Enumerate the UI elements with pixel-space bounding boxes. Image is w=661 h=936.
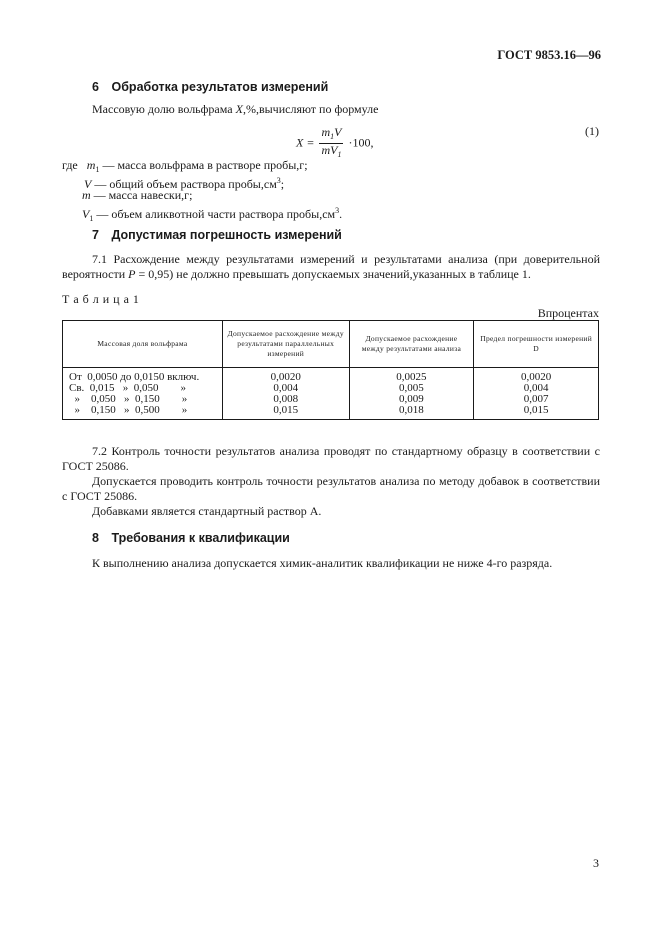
paragraph-8-1: К выполнению анализа допускается химик-аналитик квалификации не ниже 4-го разряда. [92,556,553,570]
legend-row: $V_1$ — объем аликвотной части раствора $пробы,см^3$. [82,206,343,223]
section-8-heading [92,531,290,546]
section-7-number: 7 [92,228,99,242]
table-cell: 0,004 [273,382,299,394]
formula-number: (1) [585,124,599,138]
paragraph-7-2: 7.2 Контроль точности результатов анализа проводят по стандартному образцу в соответствии с ГОСТ 25086. [62,444,600,473]
formula-denominator: $mV_1$ [321,143,342,159]
table-col-error-limit [474,368,599,420]
intro-text: Массовую долю вольфрама [92,102,236,116]
table-cell: 0,009 [399,393,424,405]
section-6-title: Обработка результатов измерений [111,80,329,94]
table-cell: 0,0020 [521,371,552,383]
section-8-number: 8 [92,531,99,545]
formula-fraction [319,126,343,161]
formula-numerator: $m_1V$ [319,126,343,144]
table-cell: 0,007 [523,393,549,405]
legend-row: m — масса навески,г; [82,188,193,202]
table-body-row [63,368,599,420]
legend-where: где [62,158,78,172]
table-cell: » 0,150 » 0,500 » [69,404,188,416]
section-8-title: Требования к квалификации [111,531,290,545]
intro-symbol: X [235,102,243,116]
table-cell: 0,0025 [396,371,427,383]
page-number: 3 [593,856,599,870]
table-cell: 0,008 [273,393,299,405]
table-cell: 0,018 [399,404,424,416]
table-cell: 0,005 [399,382,424,394]
intro-text-end: ,%,вычисляют по формуле [242,102,379,116]
table-header-cell: Предел погрешности измерений D [474,321,599,368]
section-6-intro [92,102,378,117]
table-header-cell: Допускаемое расхождение между результатами параллельных измерений [222,321,349,368]
table-header-cell: Допускаемое расхождение между результатами анализа [349,321,474,368]
table-cell: 0,0020 [270,371,301,383]
legend-row: V — общий объем раствора $пробы,см^3$; [84,176,285,191]
paragraph-7-1: 7.1 Расхождение между результатами измерений и результатами анализа (при доверительной вероятности P = 0,95) не должно превышать допускаемых значений,указанных в таблице 1. [62,252,600,281]
table-cell: 0,015 [273,404,299,416]
paragraph-7-4: Добавками является стандартный раствор А. [92,504,322,518]
table-cell: Св. 0,015 » 0,050 » [69,382,187,394]
formula-tail: ·100, [348,135,374,150]
table-cell: 0,004 [523,382,549,394]
table-cell: » 0,050 » 0,150 » [69,393,188,405]
table-col-analysis [349,368,474,420]
section-6-heading [92,80,328,95]
table-header-row [63,321,599,368]
table-cell: 0,015 [523,404,549,416]
paragraph-7-3: Допускается проводить контроль точности результатов анализа по методу добавок в соответствии с ГОСТ 25086. [62,474,600,503]
table-unit: Впроцентах [537,306,599,320]
table-header-cell: Массовая доля вольфрама [63,321,223,368]
table-col-mass-fraction [63,368,223,420]
table-cell: От 0,0050 до 0,0150 включ. [69,371,200,383]
table-col-parallel [222,368,349,420]
document-header: ГОСТ 9853.16—96 [497,48,601,62]
table-label: Т а б л и ц а 1 [62,292,140,306]
section-7-title: Допустимая погрешность измерений [111,228,342,242]
formula-lhs: X = [296,135,315,150]
section-6-number: 6 [92,80,99,94]
section-7-heading [92,228,342,243]
formula-1 [296,126,373,161]
table-1 [62,320,599,420]
legend-row: где $m_1$ — масса вольфрама в растворе пробы,г; [62,158,308,174]
